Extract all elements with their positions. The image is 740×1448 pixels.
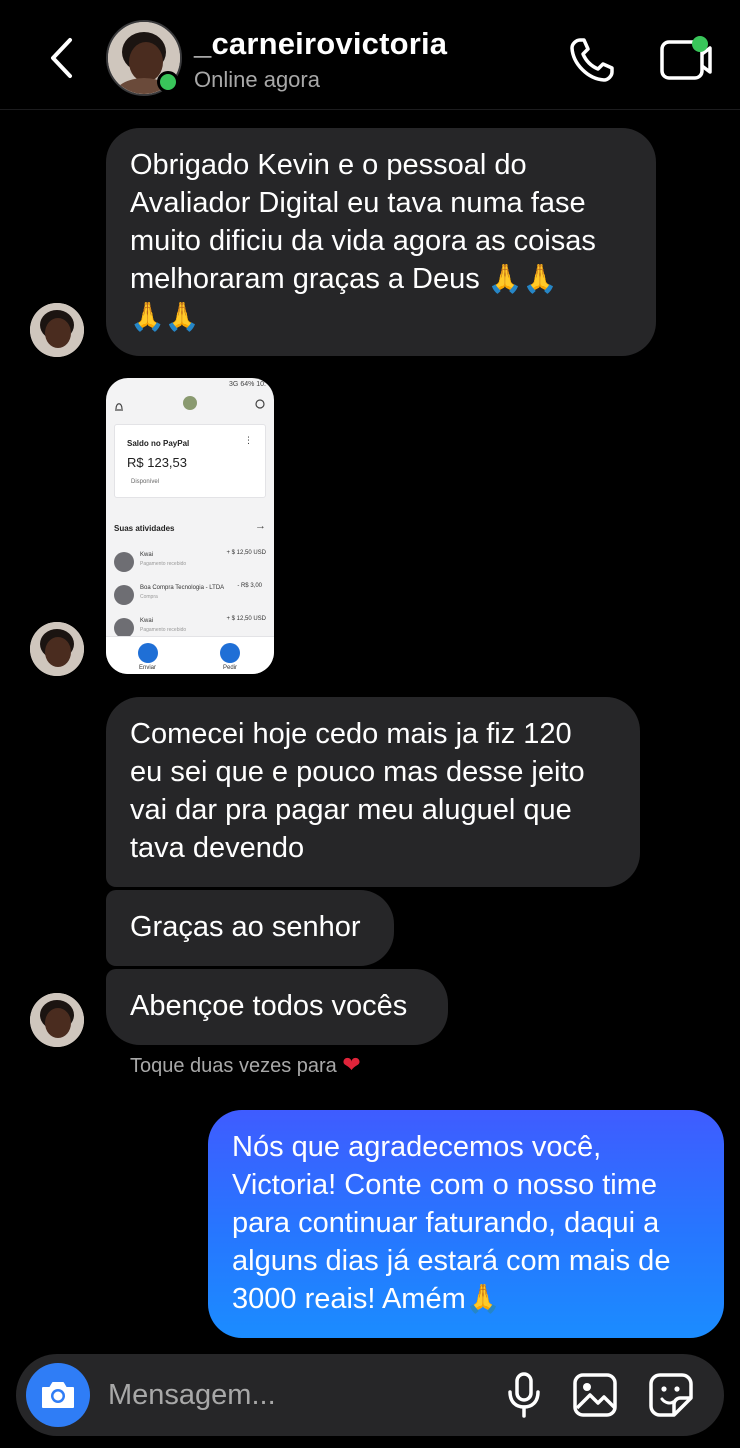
video-online-dot (692, 36, 708, 52)
message-text-line: Obrigado Kevin e o pessoal do (130, 149, 527, 181)
balance-sub: Disponível (131, 479, 160, 485)
incoming-message-4[interactable] (106, 890, 394, 966)
message-text: Graças ao senhor (130, 911, 361, 943)
incoming-message-3[interactable] (106, 697, 640, 887)
message-text-line: Nós que agradecemos você, (232, 1131, 602, 1163)
double-tap-reaction-hint: Toque duas vezes para ❤ (130, 1052, 361, 1077)
back-button[interactable] (40, 34, 84, 82)
activity-name: Kwai (140, 552, 154, 558)
heart-icon: ❤ (342, 1052, 361, 1077)
message-text-line: melhoraram graças a Deus 🙏🙏 (130, 262, 558, 295)
audio-call-button[interactable] (566, 34, 618, 86)
praying-hands-emoji: 🙏 (465, 1282, 501, 1315)
screenshot-topbar (106, 392, 274, 416)
sticker-icon (646, 1370, 696, 1420)
message-input[interactable] (108, 1372, 498, 1418)
activities-arrow: → (255, 520, 266, 532)
request-label: Pedir (223, 665, 238, 671)
message-text-line: Comecei hoje cedo mais ja fiz 120 (130, 718, 572, 750)
camera-icon (39, 1379, 77, 1411)
sticker-button[interactable] (646, 1370, 696, 1420)
balance-title: Saldo no PayPal (127, 439, 190, 448)
online-indicator (157, 71, 179, 93)
activity-icon (114, 618, 134, 638)
praying-hands-emoji: 🙏🙏 (487, 262, 558, 295)
message-text-line: tava devendo (130, 832, 305, 864)
microphone-icon (504, 1370, 544, 1420)
incoming-message-5[interactable] (106, 969, 448, 1045)
image-message-paypal-screenshot[interactable] (106, 378, 274, 674)
sender-avatar[interactable] (30, 993, 84, 1047)
activity-row (114, 550, 266, 578)
chat-header (0, 0, 740, 110)
activity-sub: Pagamento recebido (140, 561, 187, 567)
message-text-line (130, 298, 632, 336)
activity-value: + $ 12,50 USD (226, 550, 266, 556)
card-menu-dots: ⋮ (244, 435, 253, 445)
gallery-button[interactable] (570, 1370, 620, 1420)
send-money-icon (138, 643, 158, 663)
back-arrow-icon (48, 37, 76, 79)
sender-avatar[interactable] (30, 303, 84, 357)
activity-sub: Compra (140, 594, 158, 600)
contact-status: Online agora (194, 67, 320, 92)
phone-icon (566, 34, 618, 86)
gallery-icon (570, 1370, 620, 1420)
message-text-line: para continuar faturando, daqui a (232, 1207, 660, 1239)
activity-row (114, 583, 266, 611)
message-composer (16, 1354, 724, 1436)
paypal-balance-card (114, 424, 266, 498)
incoming-message-1[interactable] (106, 128, 656, 356)
message-text-line: alguns dias já estará com mais de (232, 1245, 671, 1277)
activity-sub: Pagamento recebido (140, 627, 187, 633)
praying-hands-emoji: 🙏🙏 (130, 300, 200, 333)
screenshot-status-bar: 3G 64% 10: (229, 381, 266, 388)
balance-amount: R$ 123,53 (127, 455, 187, 470)
activity-value: - R$ 3,00 (237, 583, 262, 589)
activity-name: Boa Compra Tecnologia - LTDA (140, 585, 225, 591)
message-text: Abençoe todos vocês (130, 990, 408, 1022)
screenshot-bottom-bar (106, 636, 274, 674)
activity-icon (114, 585, 134, 605)
activity-icon (114, 552, 134, 572)
message-text-line: muito dificiu da vida agora as coisas (130, 225, 596, 257)
message-text-line: eu sei que e pouco mas desse jeito (130, 756, 585, 788)
message-text-line: Avaliador Digital eu tava numa fase (130, 187, 586, 219)
request-money-icon (220, 643, 240, 663)
send-label: Enviar (139, 665, 157, 671)
activity-name: Kwai (140, 618, 154, 624)
contact-username[interactable]: _carneirovictoria (194, 26, 448, 61)
activity-value: + $ 12,50 USD (226, 616, 266, 622)
camera-button[interactable] (26, 1363, 90, 1427)
message-text-line: 3000 reais! Amém🙏 (232, 1282, 501, 1315)
outgoing-message[interactable] (208, 1110, 724, 1338)
message-text-line: Victoria! Conte com o nosso time (232, 1169, 657, 1201)
sender-avatar[interactable] (30, 622, 84, 676)
message-text-line: vai dar pra pagar meu aluguel que (130, 794, 572, 826)
voice-message-button[interactable] (504, 1370, 544, 1420)
activities-title: Suas atividades (114, 524, 175, 533)
